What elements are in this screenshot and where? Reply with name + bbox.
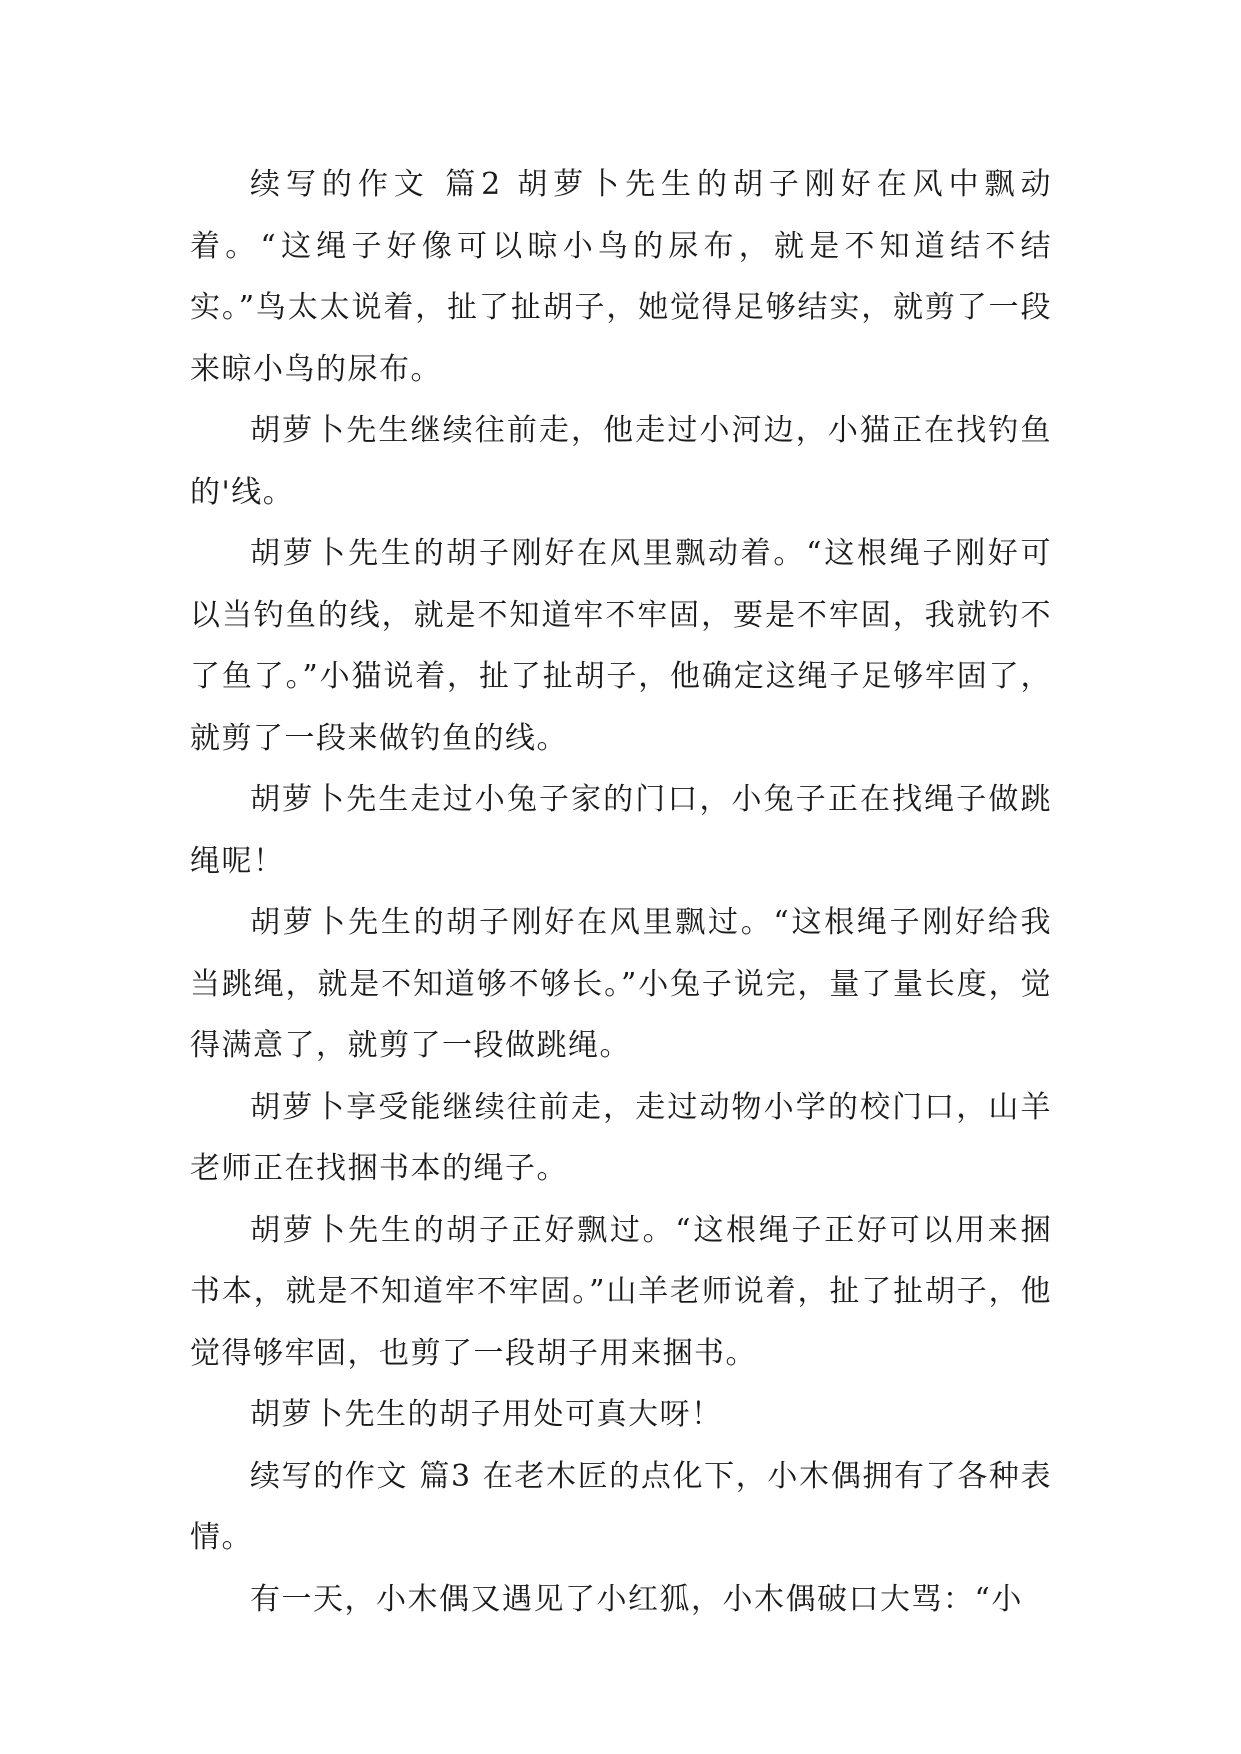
- paragraph: 胡萝卜先生走过小兔子家的门口，小兔子正在找绳子做跳绳呢！: [190, 782, 1052, 879]
- document-page: [190, 154, 1052, 1630]
- paragraph: 有一天，小木偶又遇见了小红狐，小木偶破口大骂：“小: [250, 1581, 1023, 1617]
- paragraph: 胡萝卜先生的胡子刚好在风里飘动着。“这根绳子刚好可以当钓鱼的线，就是不知道牢不牢固，要是不牢固，我就钓不了鱼了。”小猫说着，扯了扯胡子，他确定这绳子足够牢固了，就剪了一段来做钓鱼的线。: [190, 536, 1052, 756]
- paragraph: 胡萝卜先生继续往前走，他走过小河边，小猫正在找钓鱼的'线。: [190, 413, 1052, 510]
- paragraph: 续写的作文 篇2 胡萝卜先生的胡子刚好在风中飘动着。“这绳子好像可以晾小鸟的尿布，就是不知道结不结实。”鸟太太说着，扯了扯胡子，她觉得足够结实，就剪了一段来晾小鸟的尿布。: [190, 167, 1052, 387]
- paragraph: 胡萝卜先生的胡子刚好在风里飘过。“这根绳子刚好给我当跳绳，就是不知道够不够长。”小兔子说完，量了量长度，觉得满意了，就剪了一段做跳绳。: [190, 905, 1052, 1063]
- paragraph: 续写的作文 篇3 在老木匠的点化下，小木偶拥有了各种表情。: [190, 1458, 1052, 1555]
- paragraph: 胡萝卜先生的胡子用处可真大呀！: [250, 1397, 723, 1432]
- paragraph: 胡萝卜享受能继续往前走，走过动物小学的校门口，山羊老师正在找捆书本的绳子。: [190, 1089, 1052, 1186]
- paragraph: 胡萝卜先生的胡子正好飘过。“这根绳子正好可以用来捆书本，就是不知道牢不牢固。”山羊老师说着，扯了扯胡子，他觉得够牢固，也剪了一段胡子用来捆书。: [190, 1212, 1052, 1371]
